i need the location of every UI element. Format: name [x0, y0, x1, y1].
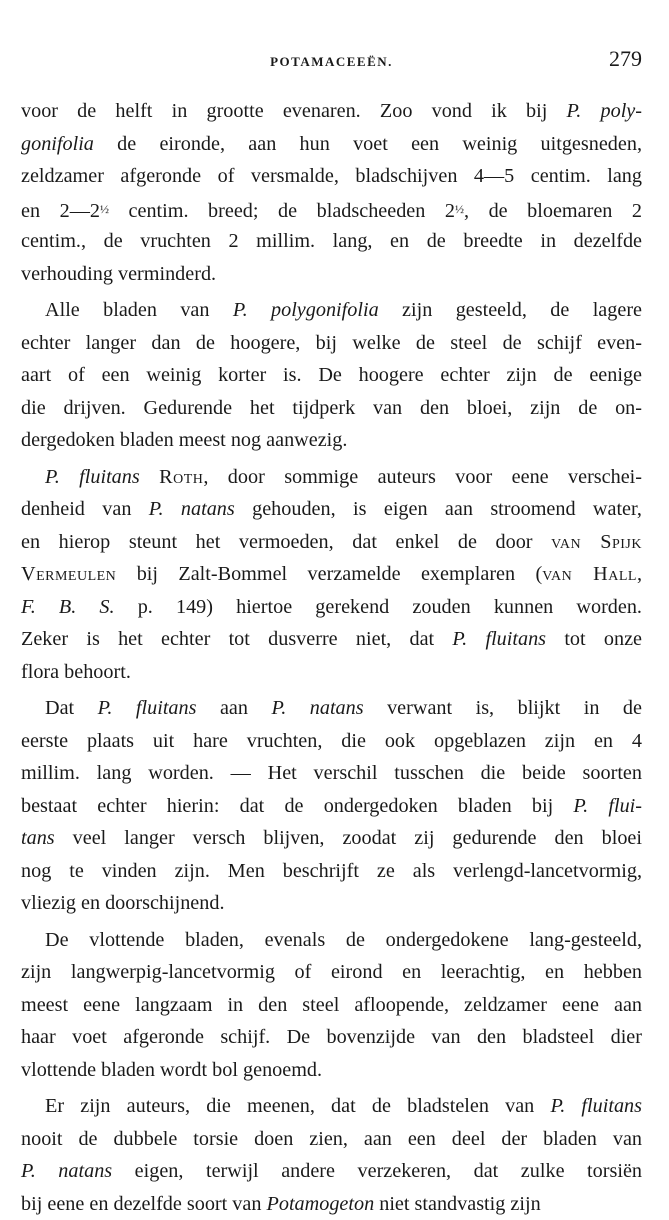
text-segment: niet standvastig zijn — [374, 1193, 541, 1215]
book-page — [21, 0, 642, 1200]
text-segment: meest eene langzaam in den steel afloopende, zeldzamer eene aan — [21, 994, 642, 1016]
text-segment: zeldzamer afgeronde of versmalde, bladschijven 4—5 centim. lang — [21, 165, 642, 187]
text-segment: flora behoort. — [21, 661, 131, 683]
text-segment: eigen, terwijl andere verzekeren, dat zulke torsiën — [112, 1160, 642, 1182]
text-line — [21, 956, 642, 989]
text-line — [21, 790, 642, 823]
paragraph — [21, 692, 642, 920]
text-line — [21, 128, 642, 161]
paragraph — [21, 461, 642, 689]
italic-text: P. fluitans — [45, 466, 140, 488]
text-line — [21, 1054, 642, 1087]
text-line — [21, 95, 642, 128]
text-line — [21, 258, 642, 291]
text-segment: Er zijn auteurs, die meenen, dat de bladstelen van — [45, 1095, 550, 1117]
italic-text: P. fluitans — [452, 628, 546, 650]
text-line — [21, 1090, 642, 1123]
text-segment: die drijven. Gedurende het tijdperk van den bloei, zijn de on- — [21, 397, 642, 419]
text-line — [21, 526, 642, 559]
text-line — [21, 359, 642, 392]
text-segment: verhouding verminderd. — [21, 263, 216, 285]
text-segment: p. 149) hiertoe gerekend zouden kunnen worden. — [115, 596, 642, 618]
text-line — [21, 924, 642, 957]
small-caps-name: Roth — [159, 466, 203, 488]
text-segment: nog te vinden zijn. Men beschrijft ze als verlengd-lancetvormig, — [21, 860, 642, 882]
fraction: ½ — [100, 193, 109, 226]
italic-text: P. natans — [149, 498, 235, 520]
text-segment: en hierop steunt het vermoeden, dat enkel de door — [21, 531, 551, 553]
italic-text: P. fluitans — [550, 1095, 642, 1117]
italic-text: tans — [21, 827, 55, 849]
text-segment: Alle bladen van — [45, 299, 233, 321]
text-segment: de eironde, aan hun voet een weinig uitgesneden, — [94, 133, 642, 155]
italic-text: P. natans — [271, 697, 363, 719]
text-line — [21, 225, 642, 258]
text-segment: aart of een weinig korter is. De hoogere echter zijn de eenige — [21, 364, 642, 386]
text-segment: gehouden, is eigen aan stroomend water, — [235, 498, 642, 520]
text-segment — [140, 466, 159, 488]
text-line — [21, 591, 642, 624]
text-line — [21, 656, 642, 689]
text-line — [21, 725, 642, 758]
text-segment: denheid van — [21, 498, 149, 520]
small-caps-name: Vermeulen — [21, 563, 116, 585]
text-segment: vlottende bladen wordt bol genoemd. — [21, 1059, 322, 1081]
fraction: ½ — [455, 193, 464, 226]
paragraph — [21, 1090, 642, 1220]
paragraph — [21, 95, 642, 290]
text-segment: bestaat echter hierin: dat de ondergedoken bladen bij — [21, 795, 573, 817]
text-line — [21, 1188, 642, 1220]
text-segment: aan — [196, 697, 271, 719]
text-line — [21, 327, 642, 360]
text-segment: en 2—2 — [21, 200, 100, 222]
text-segment: tot onze — [546, 628, 642, 650]
text-segment: bij Zalt-Bommel verzamelde exemplaren ( — [116, 563, 542, 585]
italic-text: P. polygonifolia — [233, 299, 379, 321]
text-segment: eerste plaats uit hare vruchten, die ook opgeblazen zijn en 4 — [21, 730, 642, 752]
text-segment: Dat — [45, 697, 98, 719]
text-line — [21, 294, 642, 327]
text-line — [21, 692, 642, 725]
text-segment: zijn gesteeld, de lagere — [379, 299, 642, 321]
text-segment: voor de helft in grootte evenaren. Zoo vond ik bij — [21, 100, 567, 122]
text-line — [21, 493, 642, 526]
text-line — [21, 461, 642, 494]
text-segment: echter langer dan de hoogere, bij welke de steel de schijf even- — [21, 332, 642, 354]
text-line — [21, 989, 642, 1022]
italic-text: P. poly- — [567, 100, 642, 122]
italic-text: P. natans — [21, 1160, 112, 1182]
text-segment: Zeker is het echter tot dusverre niet, dat — [21, 628, 452, 650]
text-segment: millim. lang worden. — Het verschil tusschen die beide soorten — [21, 762, 642, 784]
page-number: 279 — [609, 46, 642, 72]
text-line — [21, 623, 642, 656]
text-segment: bij eene en dezelfde soort van — [21, 1193, 267, 1215]
text-segment: vliezig en doorschijnend. — [21, 892, 225, 914]
italic-text: gonifolia — [21, 133, 94, 155]
text-segment: verwant is, blijkt in de — [364, 697, 642, 719]
small-caps-name: van Spijk — [551, 531, 642, 553]
italic-text: P. flui- — [573, 795, 642, 817]
text-segment: , de bloemaren 2 — [464, 200, 642, 222]
text-segment: centim. breed; de bladscheeden 2 — [109, 200, 455, 222]
text-line — [21, 558, 642, 591]
text-line — [21, 160, 642, 193]
italic-text: Potamogeton — [267, 1193, 375, 1215]
paragraph — [21, 924, 642, 1087]
text-segment: veel langer versch blijven, zoodat zij gedurende den bloei — [55, 827, 642, 849]
paragraph — [21, 294, 642, 457]
text-line — [21, 1155, 642, 1188]
text-segment: , — [637, 563, 642, 585]
text-line — [21, 193, 642, 226]
text-segment: , door sommige auteurs voor eene verschei- — [203, 466, 642, 488]
text-line — [21, 392, 642, 425]
text-line — [21, 887, 642, 920]
text-line — [21, 855, 642, 888]
text-segment: De vlottende bladen, evenals de ondergedokene lang-gesteeld, — [45, 929, 642, 951]
running-head — [21, 46, 642, 76]
text-line — [21, 424, 642, 457]
italic-text: P. fluitans — [98, 697, 197, 719]
running-title: POTAMACEEËN. — [21, 54, 642, 70]
text-segment: centim., de vruchten 2 millim. lang, en de breedte in dezelfde — [21, 230, 642, 252]
text-line — [21, 1123, 642, 1156]
text-segment: zijn langwerpig-lancetvormig of eirond en leerachtig, en hebben — [21, 961, 642, 983]
text-line — [21, 1021, 642, 1054]
small-caps-name: van Hall — [542, 563, 637, 585]
body-text — [21, 95, 642, 1220]
text-segment: nooit de dubbele torsie doen zien, aan een deel der bladen van — [21, 1128, 642, 1150]
text-line — [21, 757, 642, 790]
text-segment: dergedoken bladen meest nog aanwezig. — [21, 429, 347, 451]
italic-text: F. B. S. — [21, 596, 115, 618]
text-line — [21, 822, 642, 855]
text-segment: haar voet afgeronde schijf. De bovenzijde van den bladsteel dier — [21, 1026, 642, 1048]
